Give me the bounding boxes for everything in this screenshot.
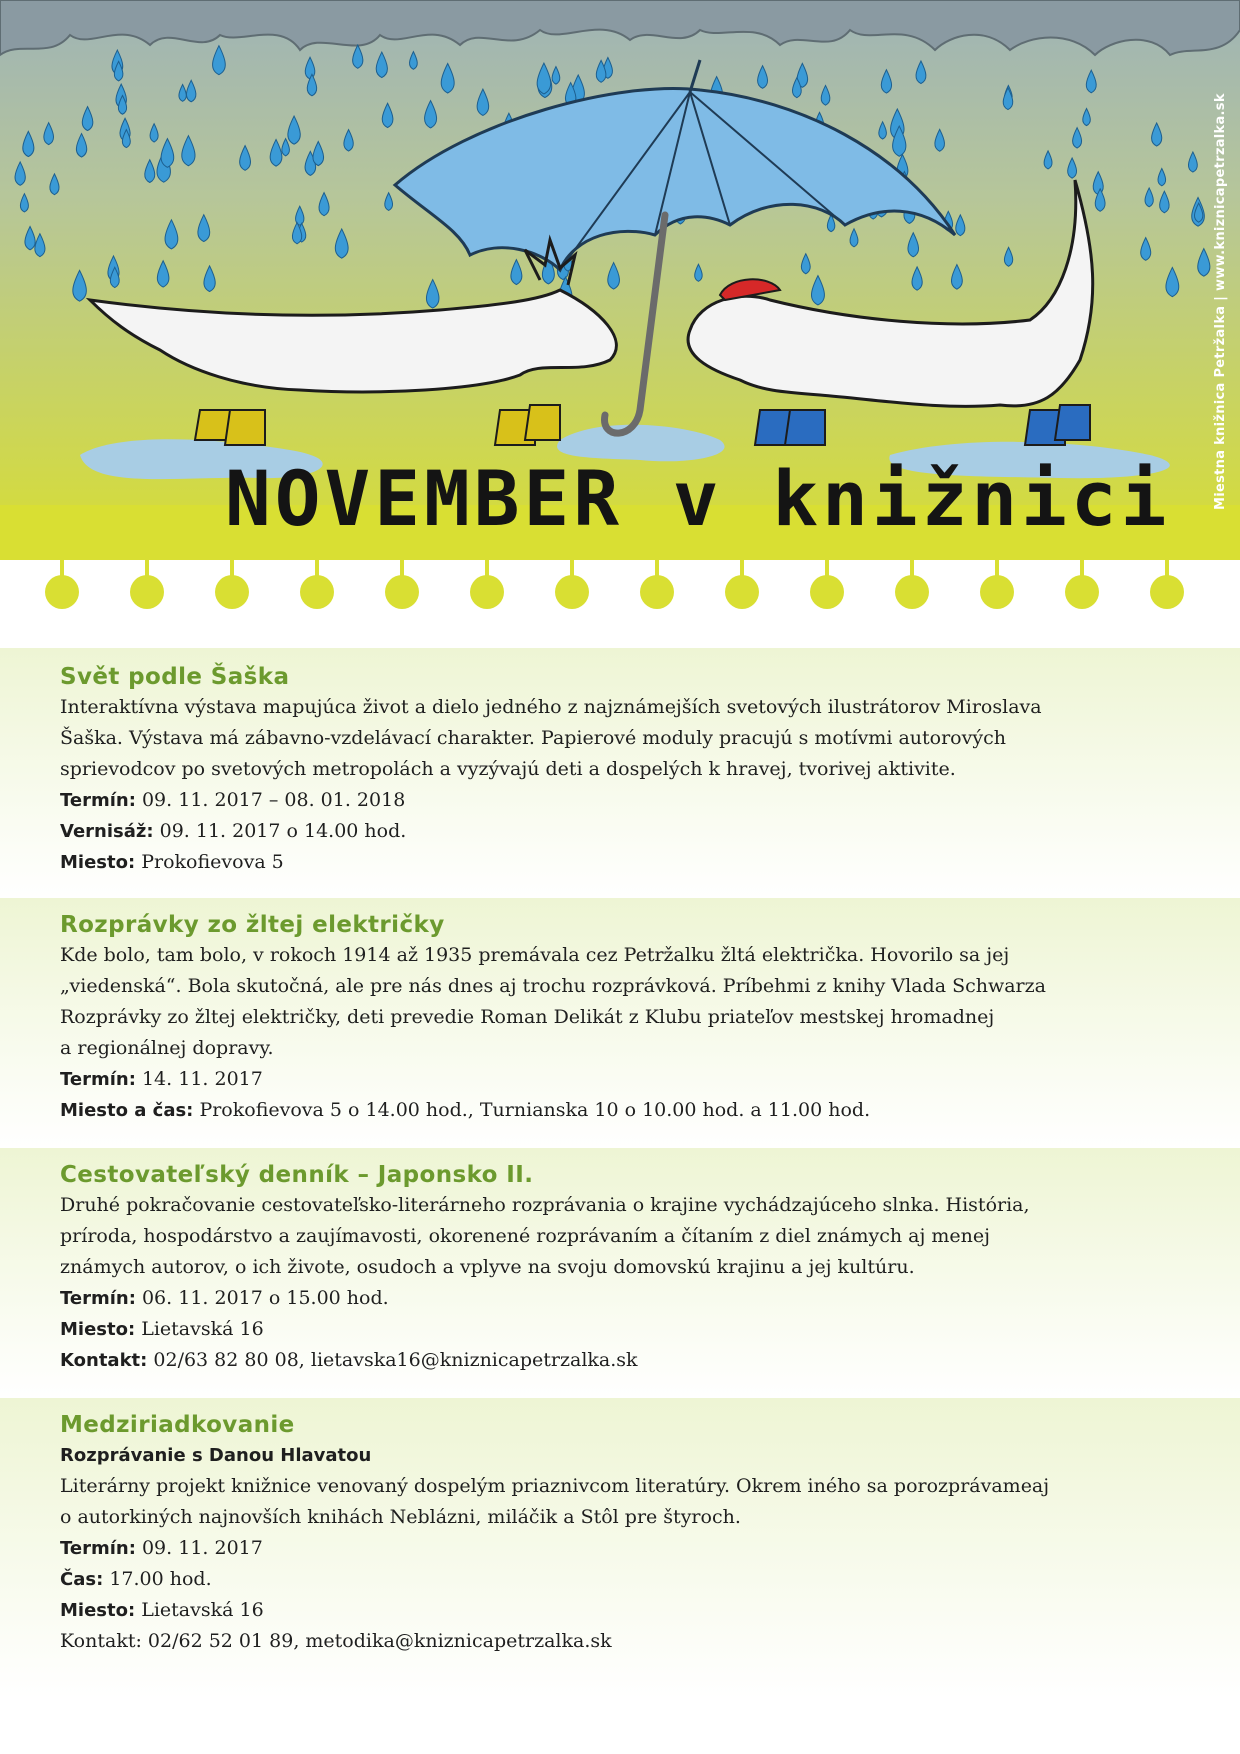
event-description-line: známych autorov, o ich živote, osudoch a vplyve na svoju domovskú krajinu a jej kultúru.	[60, 1256, 915, 1278]
event-place: Miesto: Lietavská 16	[60, 1599, 264, 1621]
hanging-dot	[130, 575, 164, 609]
event-contact: Kontakt: 02/63 82 80 08, lietavska16@kniznicapetrzalka.sk	[60, 1349, 638, 1371]
hanging-dot	[385, 575, 419, 609]
event-place-time: Miesto a čas: Prokofievova 5 o 14.00 hod., Turnianska 10 o 10.00 hod. a 11.00 hod.	[60, 1099, 871, 1121]
event-place: Miesto: Prokofievova 5	[60, 851, 284, 873]
event-opening: Vernisáž: 09. 11. 2017 o 14.00 hod.	[60, 820, 407, 842]
event-description-line: príroda, hospodárstvo a zaujímavosti, okorenené rozprávaním a čítaním z diel známych aj menej	[60, 1225, 991, 1247]
event-description-line: Interaktívna výstava mapujúca život a dielo jedného z najznámejších svetových ilustrátorov Miroslava	[60, 696, 1042, 718]
hanging-dot	[45, 575, 79, 609]
event-title: Cestovateľský denník – Japonsko II.	[60, 1162, 534, 1188]
event-description-line: Literárny projekt knižnice venovaný dospelým priaznivcom literatúry. Okrem iného sa porozprávameaj	[60, 1475, 1050, 1497]
event-svet-podle-saska	[0, 648, 1240, 898]
event-description-line: o autorkiných najnovších knihách Neblázni, miláčik a Stôl pre štyroch.	[60, 1506, 741, 1528]
hanging-dot	[895, 575, 929, 609]
event-cestovatelsky-dennik	[0, 1148, 1240, 1398]
event-time: Čas: 17.00 hod.	[60, 1568, 212, 1590]
event-description-line: „viedenská“. Bola skutočná, ale pre nás dnes aj trochu rozprávková. Príbehmi z knihy Vlada Schwarza	[60, 975, 1046, 997]
event-description-line: sprievodcov po svetových metropolách a vyzývajú deti a dospelých k hravej, tvorivej aktivite.	[60, 758, 956, 780]
event-date: Termín: 09. 11. 2017	[60, 1537, 263, 1559]
event-contact: Kontakt: 02/62 52 01 89, metodika@kniznicapetrzalka.sk	[60, 1630, 612, 1652]
event-description-line: a regionálnej dopravy.	[60, 1037, 274, 1059]
hanging-dot	[300, 575, 334, 609]
event-title: Medziriadkovanie	[60, 1412, 295, 1438]
event-subtitle: Rozprávanie s Danou Hlavatou	[60, 1445, 372, 1466]
event-description-line: Šaška. Výstava má zábavno-vzdelávací charakter. Papierové moduly pracujú s motívmi autorových	[60, 727, 1006, 749]
event-rozpravky-zo-zltej-elektricky	[0, 898, 1240, 1148]
hanging-dot	[1065, 575, 1099, 609]
event-medziriadkovanie	[0, 1398, 1240, 1698]
hanging-dot	[980, 575, 1014, 609]
hanging-dot	[215, 575, 249, 609]
hanging-dot	[555, 575, 589, 609]
hanging-dot	[640, 575, 674, 609]
hanging-dot	[725, 575, 759, 609]
hanging-dot	[810, 575, 844, 609]
event-description-line: Druhé pokračovanie cestovateľsko-literárneho rozprávania o krajine vychádzajúceho slnka. História,	[60, 1194, 1030, 1216]
side-credit: Miestna knižnica Petržalka | www.kniznicapetrzalka.sk	[1213, 93, 1228, 510]
event-title: Rozprávky zo žltej električky	[60, 912, 445, 938]
event-place: Miesto: Lietavská 16	[60, 1318, 264, 1340]
event-date: Termín: 14. 11. 2017	[60, 1068, 263, 1090]
event-date: Termín: 09. 11. 2017 – 08. 01. 2018	[60, 789, 406, 811]
event-description-line: Kde bolo, tam bolo, v rokoch 1914 až 1935 premávala cez Petržalku žltá električka. Hovorilo sa jej	[60, 944, 1010, 966]
hanging-dot	[1150, 575, 1184, 609]
poster-title: NOVEMBER v knižnici	[225, 454, 1171, 543]
event-date: Termín: 06. 11. 2017 o 15.00 hod.	[60, 1287, 389, 1309]
header-illustration	[0, 0, 1240, 620]
event-description-line: Rozprávky zo žltej električky, deti prevedie Roman Delikát z Klubu priateľov mestskej hromadnej	[60, 1006, 995, 1028]
hanging-dot	[470, 575, 504, 609]
hanging-dots	[45, 560, 1184, 609]
event-title: Svět podle Šaška	[60, 664, 290, 690]
